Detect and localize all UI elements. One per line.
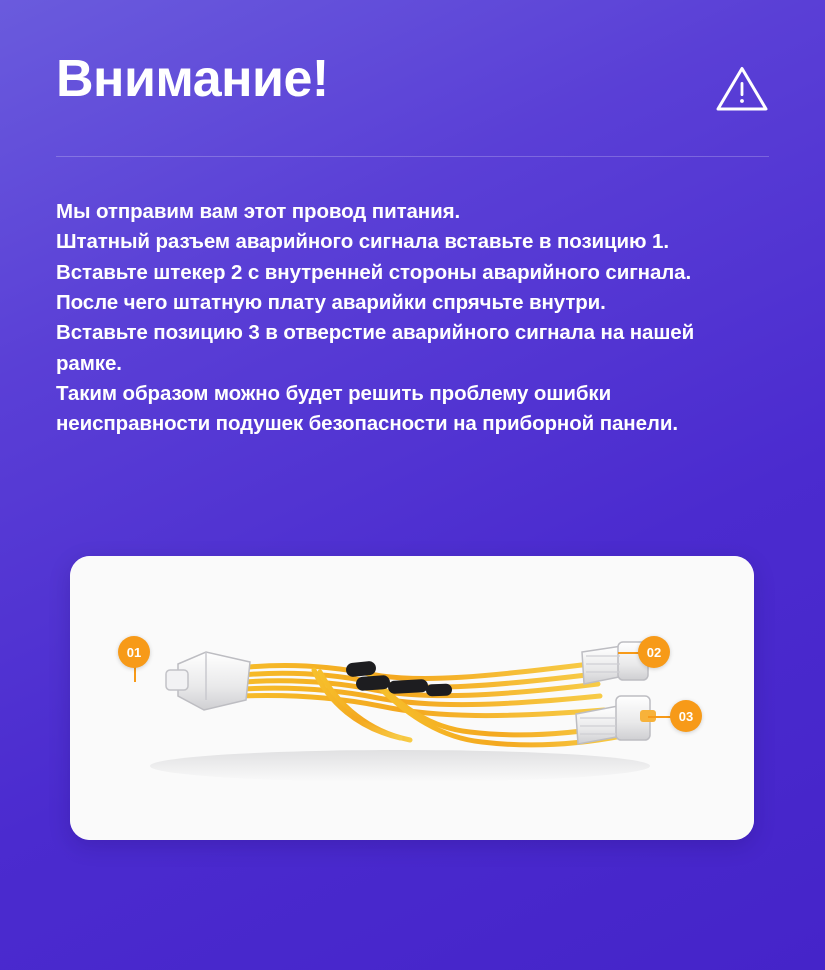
banner-header xyxy=(0,0,825,114)
instruction-line-4: Вставьте позицию 3 в отверстие аварийного сигнала на нашей рамке. xyxy=(56,321,695,375)
product-photo-card xyxy=(70,556,754,840)
callout-02: 02 xyxy=(638,636,670,668)
callout-leader-03 xyxy=(648,716,672,718)
wiring-harness-photo xyxy=(70,556,754,840)
callout-01: 01 xyxy=(118,636,150,668)
instruction-line-2: Штатный разъем аварийного сигнала вставьте в позицию 1. xyxy=(56,230,669,254)
connector-bottom-right xyxy=(576,696,656,744)
header-divider xyxy=(56,156,769,157)
page-title: Внимание! xyxy=(56,50,329,108)
instruction-line-3: Вставьте штекер 2 с внутренней стороны аварийного сигнала. После чего штатную плату аварийки спрячьте внутри. xyxy=(56,260,692,314)
callout-03: 03 xyxy=(670,700,702,732)
instructions-block xyxy=(56,197,756,440)
instruction-line-5: Таким образом можно будет решить проблему ошибки неисправности подушек безопасности на приборной панели. xyxy=(56,381,678,436)
warning-triangle-icon xyxy=(715,64,769,114)
callout-leader-02 xyxy=(618,652,640,654)
connector-left xyxy=(166,652,250,710)
instruction-line-1: Мы отправим вам этот провод питания. xyxy=(56,200,461,223)
cable-illustration xyxy=(70,556,754,840)
